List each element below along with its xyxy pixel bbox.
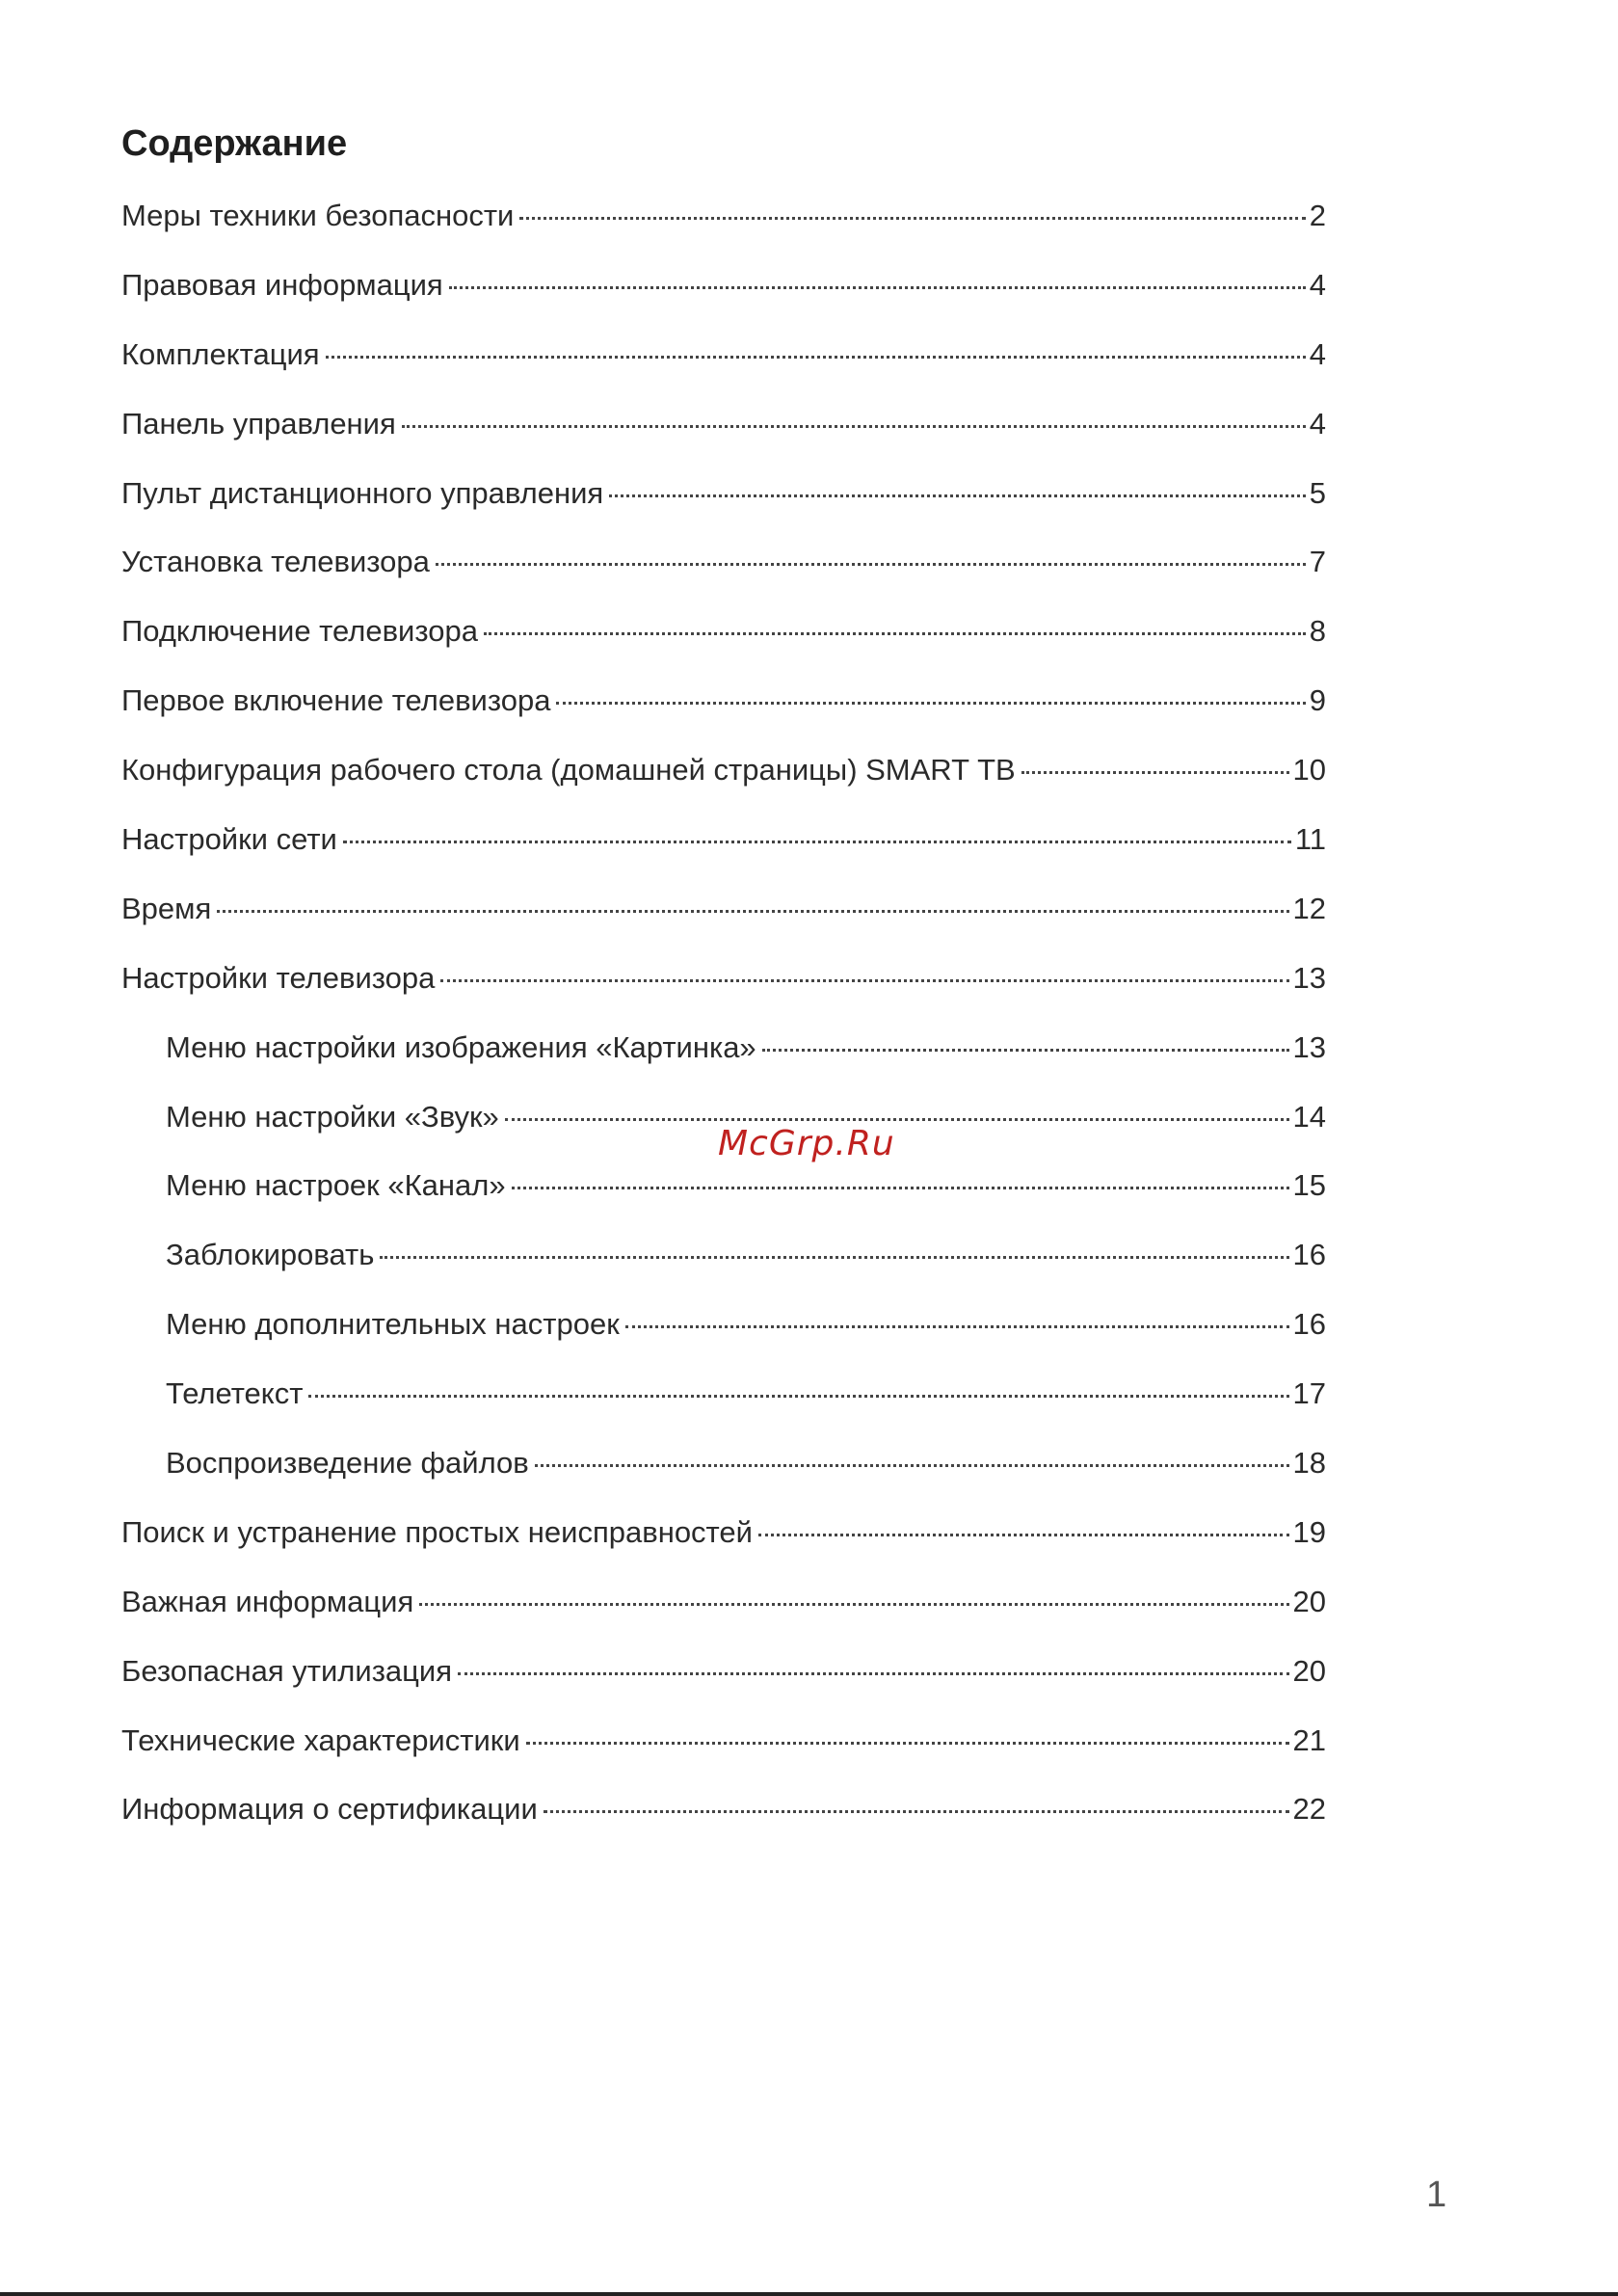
toc-dot-leader (1021, 771, 1289, 774)
toc-dot-leader (217, 910, 1288, 913)
toc-item-title: Первое включение телевизора (121, 683, 551, 718)
toc-item-title: Меры техники безопасности (121, 199, 515, 232)
toc-item-page: 14 (1292, 1099, 1326, 1134)
toc-dot-leader (380, 1256, 1288, 1259)
toc-item-page: 12 (1292, 891, 1326, 925)
toc-dot-leader (419, 1603, 1288, 1606)
toc-item-page: 4 (1309, 267, 1326, 302)
toc-dot-leader (519, 217, 1305, 220)
toc-subitem[interactable] (121, 1446, 1326, 1515)
toc-item[interactable] (121, 199, 1326, 268)
toc-item-page: 17 (1292, 1376, 1326, 1411)
toc-subitem[interactable] (121, 1238, 1326, 1307)
toc-item[interactable] (121, 545, 1326, 614)
toc-item-title: Заблокировать (166, 1238, 375, 1272)
toc-dot-leader (625, 1325, 1289, 1328)
toc-item-page: 10 (1292, 753, 1326, 788)
toc-item-title: Меню дополнительных настроек (166, 1307, 620, 1342)
toc-dot-leader (458, 1672, 1288, 1675)
toc-item-page: 4 (1309, 336, 1326, 371)
toc-item-page: 11 (1294, 822, 1326, 857)
toc-item-page: 13 (1292, 1029, 1326, 1064)
toc-item-page: 21 (1292, 1722, 1326, 1757)
toc-item[interactable] (121, 1515, 1326, 1585)
toc-dot-leader (402, 425, 1306, 428)
toc-item-page: 20 (1292, 1653, 1326, 1688)
toc-item-title: Телетекст (166, 1376, 304, 1411)
toc-item-title: Правовая информация (121, 267, 443, 302)
toc-item-title: Пульт дистанционного управления (121, 475, 604, 510)
toc-item[interactable] (121, 1792, 1326, 1861)
toc-item[interactable] (121, 1723, 1326, 1793)
toc-item-page: 19 (1292, 1514, 1326, 1549)
toc-item[interactable] (121, 407, 1326, 476)
toc-dot-leader (343, 841, 1291, 843)
toc-item[interactable] (121, 753, 1326, 822)
toc-dot-leader (326, 356, 1306, 359)
toc-item-title: Настройки сети (121, 822, 337, 857)
toc-subitem[interactable] (121, 1030, 1326, 1100)
toc-item-page: 9 (1309, 683, 1326, 718)
toc-dot-leader (484, 632, 1306, 635)
toc-item[interactable] (121, 337, 1326, 407)
toc-item-page: 8 (1309, 614, 1326, 649)
toc-item-page: 5 (1309, 475, 1326, 510)
toc-dot-leader (512, 1187, 1289, 1189)
toc-item-page: 22 (1292, 1792, 1326, 1827)
toc-dot-leader (556, 702, 1305, 705)
toc-item-page: 2 (1309, 199, 1326, 232)
toc-dot-leader (526, 1742, 1289, 1745)
toc-dot-leader (449, 286, 1306, 289)
toc-item-page: 16 (1292, 1238, 1326, 1272)
toc-item-title: Подключение телевизора (121, 614, 478, 649)
toc-dot-leader (308, 1395, 1288, 1398)
toc-item-title: Меню настроек «Канал» (166, 1168, 506, 1203)
toc-item-title: Безопасная утилизация (121, 1653, 453, 1688)
toc-item[interactable] (121, 268, 1326, 337)
toc-dot-leader (609, 494, 1306, 497)
toc-item[interactable] (121, 1585, 1326, 1654)
toc-item[interactable] (121, 683, 1326, 753)
toc-item-title: Информация о сертификации (121, 1792, 538, 1827)
toc-item-page: 15 (1292, 1168, 1326, 1203)
toc-dot-leader (544, 1810, 1289, 1813)
toc-item[interactable] (121, 961, 1326, 1030)
toc-dot-leader (436, 563, 1306, 566)
toc-dot-leader (505, 1118, 1289, 1121)
toc-item-title: Меню настройки изображения «Картинка» (166, 1029, 756, 1064)
toc-item-title: Конфигурация рабочего стола (домашней страницы) SMART ТВ (121, 753, 1016, 788)
toc-item-title: Воспроизведение файлов (166, 1446, 529, 1481)
toc-item[interactable] (121, 614, 1326, 683)
toc-subitem[interactable] (121, 1307, 1326, 1376)
toc-dot-leader (535, 1464, 1289, 1467)
toc-item[interactable] (121, 892, 1326, 961)
toc-item-title: Важная информация (121, 1584, 414, 1618)
toc-dot-leader (440, 979, 1288, 982)
toc-item-page: 4 (1309, 406, 1326, 441)
toc-item[interactable] (121, 1654, 1326, 1723)
toc-item-title: Установка телевизора (121, 545, 430, 579)
toc-subitem[interactable] (121, 1168, 1326, 1238)
bottom-divider (0, 2292, 1618, 2296)
toc-subitem[interactable] (121, 1376, 1326, 1446)
toc-item-title: Время (121, 891, 212, 925)
toc-title: Содержание (121, 123, 348, 164)
toc-item-page: 20 (1292, 1584, 1326, 1618)
toc-item-title: Меню настройки «Звук» (166, 1099, 499, 1134)
toc-item-page: 18 (1292, 1446, 1326, 1481)
toc-item[interactable] (121, 822, 1326, 892)
toc-item[interactable] (121, 476, 1326, 546)
toc-dot-leader (758, 1534, 1289, 1536)
toc-item-title: Панель управления (121, 406, 396, 441)
toc-item-page: 13 (1292, 960, 1326, 995)
toc-item-page: 16 (1292, 1307, 1326, 1342)
toc-item-title: Комплектация (121, 336, 320, 371)
toc-list (121, 199, 1326, 1861)
toc-item-title: Поиск и устранение простых неисправностей (121, 1514, 753, 1549)
toc-dot-leader (762, 1049, 1289, 1052)
toc-item-page: 7 (1309, 545, 1326, 579)
watermark: McGrp.Ru (718, 1124, 895, 1163)
toc-item-title: Настройки телевизора (121, 960, 436, 995)
toc-item-title: Технические характеристики (121, 1722, 520, 1757)
page-number: 1 (1426, 2175, 1447, 2215)
